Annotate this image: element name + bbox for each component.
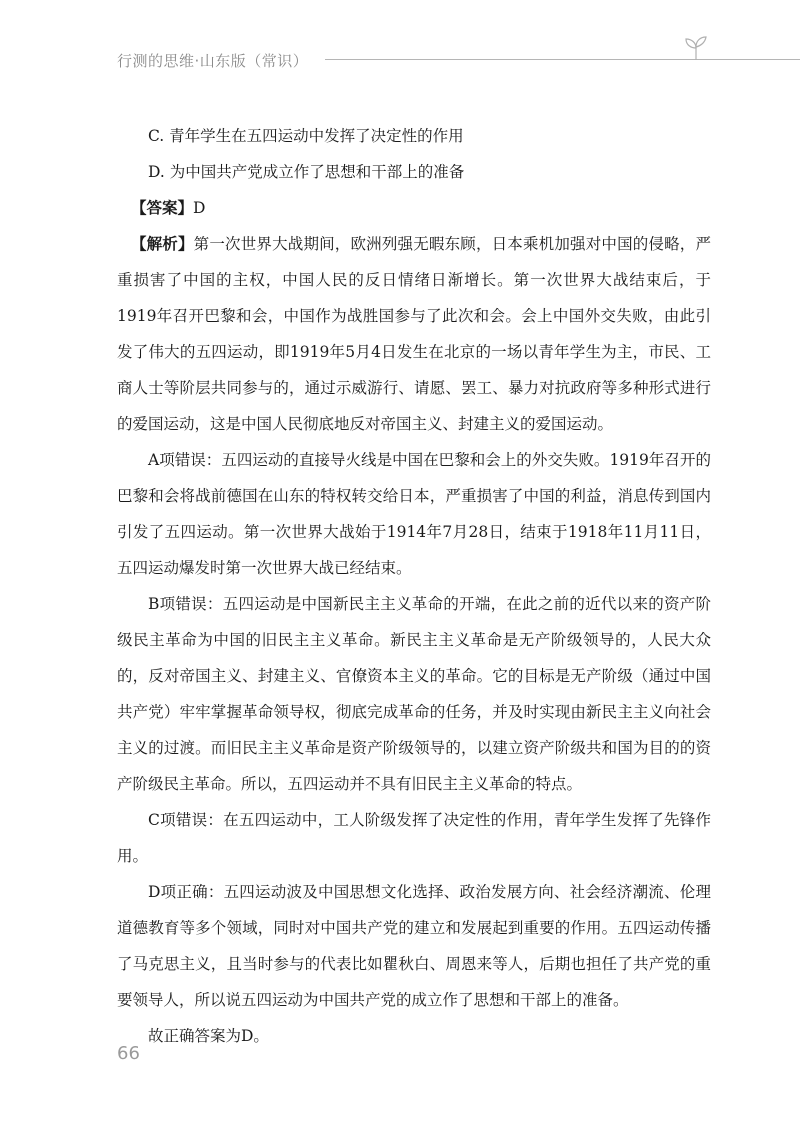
page-number: 66 [117, 1043, 140, 1064]
analysis-paragraph [117, 226, 711, 442]
option-c: C. 青年学生在五四运动中发挥了决定性的作用 [148, 127, 464, 145]
analysis-label: 【解析】 [130, 234, 194, 253]
header-rule [325, 59, 800, 60]
header-title: 行测的思维·山东版（常识） [117, 52, 309, 70]
item-a-paragraph: A项错误：五四运动的直接导火线是中国在巴黎和会上的外交失败。1919年召开的巴黎和会将战前德国在山东的特权转交给日本，严重损害了中国的利益，消息传到国内引发了五四运动。第一次世界大战始于1914年7月28日，结束于1918年11月11日，五四运动爆发时第一次世界大战已经结束。 [117, 451, 711, 577]
option-d: D. 为中国共产党成立作了思想和干部上的准备 [148, 163, 465, 181]
item-c-paragraph: C项错误：在五四运动中，工人阶级发挥了决定性的作用，青年学生发挥了先锋作用。 [117, 811, 711, 865]
item-d-paragraph: D项正确：五四运动波及中国思想文化选择、政治发展方向、社会经济潮流、伦理道德教育等多个领域，同时对中国共产党的建立和发展起到重要的作用。五四运动传播了马克思主义，且当时参与的代表比如瞿秋白、周恩来等人，后期也担任了共产党的重要领导人，所以说五四运动为中国共产党的成立作了思想和干部上的准备。 [117, 883, 711, 1009]
item-b-paragraph: B项错误：五四运动是中国新民主主义革命的开端，在此之前的近代以来的资产阶级民主革命为中国的旧民主主义革命。新民主主义革命是无产阶级领导的，人民大众的，反对帝国主义、封建主义、官僚资本主义的革命。它的目标是无产阶级（通过中国共产党）牢牢掌握革命领导权，彻底完成革命的任务，并及时实现由新民主主义向社会主义的过渡。而旧民主主义革命是资产阶级领导的，以建立资产阶级共和国为目的的资产阶级民主革命。所以，五四运动并不具有旧民主主义革命的特点。 [117, 595, 711, 793]
sprout-icon [682, 34, 710, 62]
analysis-text: 第一次世界大战期间，欧洲列强无暇东顾，日本乘机加强对中国的侵略，严重损害了中国的主权，中国人民的反日情绪日渐增长。第一次世界大战结束后，于1919年召开巴黎和会，中国作为战胜国参与了此次和会。会上中国外交失败，由此引发了伟大的五四运动，即1919年5月4日发生在北京的一场以青年学生为主，市民、工商人士等阶层共同参与的，通过示威游行、请愿、罢工、暴力对抗政府等多种形式进行的爱国运动，这是中国人民彻底地反对帝国主义、封建主义的爱国运动。 [117, 235, 711, 433]
answer-label: 【答案】 [130, 198, 193, 217]
page-body [117, 118, 711, 1054]
conclusion-line: 故正确答案为D。 [148, 1027, 269, 1045]
answer-line [117, 190, 711, 226]
running-header [117, 46, 727, 76]
answer-value: D [192, 199, 206, 217]
